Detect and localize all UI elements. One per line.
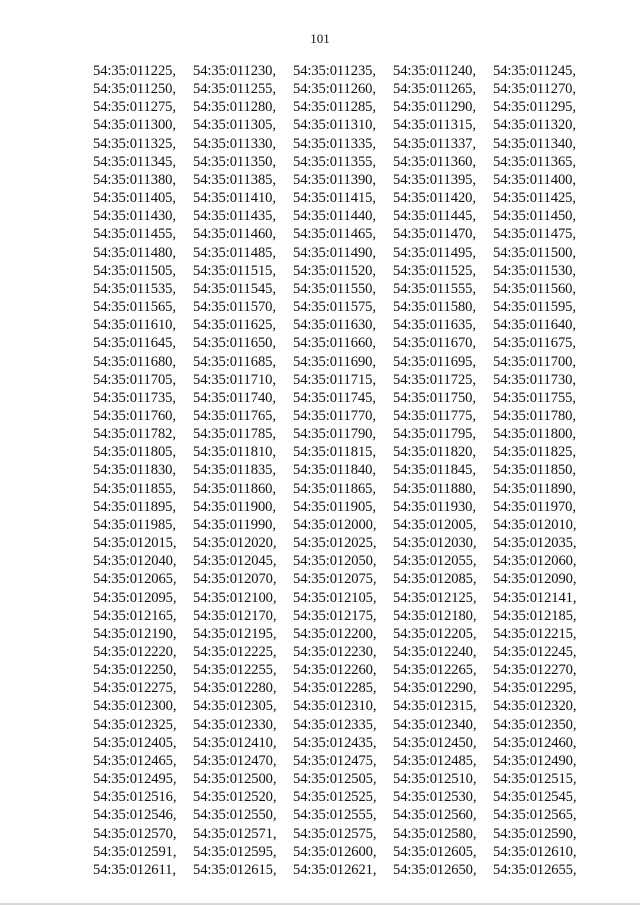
cadastral-number: 54:35:012030, [393,535,477,552]
cadastral-number: 54:35:011900, [193,498,276,515]
cadastral-number: 54:35:011545, [193,280,276,297]
cadastral-number: 54:35:011455, [93,226,176,243]
cadastral-number: 54:35:011430, [93,208,176,225]
cadastral-number: 54:35:012170, [193,607,277,624]
cadastral-number: 54:35:012560, [393,807,477,824]
cadastral-number: 54:35:011470, [393,226,476,243]
cadastral-number: 54:35:012280, [193,680,277,697]
cadastral-number: 54:35:012300, [93,698,177,715]
cadastral-number: 54:35:012655, [493,861,577,878]
cadastral-number: 54:35:012040, [93,553,177,570]
cadastral-number: 54:35:012295, [493,680,577,697]
cadastral-number: 54:35:011420, [393,190,476,207]
cadastral-number: 54:35:011575, [293,299,376,316]
cadastral-number: 54:35:011840, [293,462,376,479]
cadastral-number: 54:35:011550, [293,280,376,297]
cadastral-number: 54:35:012600, [293,843,377,860]
cadastral-number: 54:35:011425, [493,190,576,207]
cadastral-number: 54:35:011560, [493,280,576,297]
cadastral-number: 54:35:011325, [93,135,176,152]
cadastral-number: 54:35:012570, [93,825,177,842]
cadastral-number: 54:35:012195, [193,625,277,642]
cadastral-number: 54:35:011880, [393,480,476,497]
cadastral-number: 54:35:012650, [393,861,477,878]
cadastral-number: 54:35:011265, [393,81,476,98]
cadastral-number: 54:35:012495, [93,771,177,788]
cadastral-number: 54:35:011345, [93,153,176,170]
cadastral-number: 54:35:012605, [393,843,477,860]
cadastral-number: 54:35:012320, [493,698,577,715]
cadastral-number: 54:35:011530, [493,262,576,279]
cadastral-number: 54:35:012215, [493,625,577,642]
cadastral-number: 54:35:011735, [93,389,176,406]
cadastral-number: 54:35:011305, [193,117,276,134]
cadastral-number: 54:35:012460, [493,734,577,751]
cadastral-number: 54:35:011640, [493,317,576,334]
cadastral-number: 54:35:011745, [293,389,376,406]
cadastral-number: 54:35:011230, [193,63,276,79]
cadastral-number: 54:35:012410, [193,734,277,751]
cadastral-number: 54:35:011395, [393,171,476,188]
cadastral-number: 54:35:011260, [293,81,376,98]
cadastral-number: 54:35:012530, [393,789,477,806]
cadastral-number: 54:35:011295, [493,99,576,116]
cadastral-number: 54:35:011855, [93,480,176,497]
cadastral-number: 54:35:011300, [93,117,176,134]
cadastral-number: 54:35:012010, [493,516,577,533]
cadastral-number: 54:35:012185, [493,607,577,624]
cadastral-number: 54:35:011610, [93,317,176,334]
cadastral-number: 54:35:012555, [293,807,377,824]
cadastral-number: 54:35:011782, [93,426,176,443]
cadastral-number: 54:35:011385, [193,171,276,188]
cadastral-number: 54:35:012095, [93,589,177,606]
cadastral-number: 54:35:011290, [393,99,476,116]
cadastral-number: 54:35:012070, [193,571,277,588]
cadastral-number: 54:35:011675, [493,335,576,352]
cadastral-number: 54:35:011890, [493,480,576,497]
cadastral-number: 54:35:011770, [293,407,376,424]
cadastral-number: 54:35:012515, [493,771,577,788]
cadastral-number: 54:35:012055, [393,553,477,570]
cadastral-number: 54:35:011700, [493,353,576,370]
cadastral-number: 54:35:012100, [193,589,277,606]
cadastral-number: 54:35:011820, [393,444,476,461]
cadastral-number: 54:35:012405, [93,734,177,751]
cadastral-number: 54:35:011500, [493,244,576,261]
cadastral-number: 54:35:011825, [493,444,576,461]
cadastral-number: 54:35:012270, [493,662,577,679]
cadastral-number: 54:35:011405, [93,190,176,207]
cadastral-number: 54:35:012005, [393,516,477,533]
cadastral-number: 54:35:011520, [293,262,376,279]
cadastral-number: 54:35:012611, [93,861,176,878]
cadastral-number: 54:35:011905, [293,498,376,515]
cadastral-number: 54:35:012325, [93,716,177,733]
cadastral-number: 54:35:012230, [293,644,377,660]
cadastral-number: 54:35:011400, [493,171,576,188]
cadastral-number: 54:35:011280, [193,99,276,116]
cadastral-number: 54:35:011845, [393,462,476,479]
cadastral-number: 54:35:011730, [493,371,576,388]
cadastral-number: 54:35:012085, [393,571,477,588]
cadastral-number: 54:35:012220, [93,644,177,660]
cadastral-number: 54:35:012255, [193,662,277,679]
cadastral-number: 54:35:011650, [193,335,276,352]
cadastral-number: 54:35:012565, [493,807,577,824]
cadastral-number: 54:35:011865, [293,480,376,497]
cadastral-number: 54:35:012580, [393,825,477,842]
cadastral-number: 54:35:011360, [393,153,476,170]
cadastral-number: 54:35:012240, [393,644,477,660]
cadastral-number: 54:35:011235, [293,63,376,79]
cadastral-number: 54:35:011350, [193,153,276,170]
cadastral-number: 54:35:012550, [193,807,277,824]
cadastral-number: 54:35:011555, [393,280,476,297]
cadastral-number: 54:35:012105, [293,589,377,606]
cadastral-number: 54:35:012435, [293,734,377,751]
cadastral-number: 54:35:012275, [93,680,177,697]
cadastral-number-list [93,62,593,879]
cadastral-number: 54:35:012125, [393,589,477,606]
cadastral-number: 54:35:011765, [193,407,276,424]
cadastral-number: 54:35:011480, [93,244,176,261]
cadastral-number: 54:35:012571, [193,825,277,842]
cadastral-number: 54:35:012465, [93,752,177,769]
cadastral-number: 54:35:012610, [493,843,577,860]
cadastral-number: 54:35:012015, [93,535,177,552]
cadastral-number: 54:35:012475, [293,752,377,769]
cadastral-number: 54:35:011710, [193,371,276,388]
cadastral-number: 54:35:012265, [393,662,477,679]
cadastral-number: 54:35:011800, [493,426,576,443]
cadastral-number: 54:35:011415, [293,190,376,207]
cadastral-number: 54:35:012175, [293,607,377,624]
cadastral-number: 54:35:011245, [493,63,576,79]
cadastral-number: 54:35:011680, [93,353,176,370]
cadastral-number: 54:35:012250, [93,662,177,679]
cadastral-number: 54:35:011760, [93,407,176,424]
cadastral-number: 54:35:011380, [93,171,176,188]
cadastral-number: 54:35:012516, [93,789,177,806]
cadastral-number: 54:35:011460, [193,226,276,243]
cadastral-number: 54:35:011850, [493,462,576,479]
cadastral-number: 54:35:012035, [493,535,577,552]
cadastral-number: 54:35:011390, [293,171,376,188]
cadastral-number: 54:35:012575, [293,825,377,842]
cadastral-number: 54:35:011337, [393,135,476,152]
cadastral-number: 54:35:012020, [193,535,277,552]
cadastral-number: 54:35:011805, [93,444,176,461]
cadastral-number: 54:35:011690, [293,353,376,370]
cadastral-number: 54:35:011225, [93,63,176,79]
cadastral-number: 54:35:011410, [193,190,276,207]
cadastral-number: 54:35:011795, [393,426,476,443]
cadastral-number: 54:35:012525, [293,789,377,806]
cadastral-number: 54:35:011695, [393,353,476,370]
cadastral-number: 54:35:012520, [193,789,277,806]
page-number: 101 [310,31,330,46]
cadastral-number: 54:35:011860, [193,480,276,497]
cadastral-number: 54:35:011830, [93,462,176,479]
cadastral-number: 54:35:012545, [493,789,577,806]
cadastral-number: 54:35:011250, [93,81,176,98]
cadastral-number: 54:35:012075, [293,571,377,588]
cadastral-number: 54:35:011685, [193,353,276,370]
cadastral-number: 54:35:012470, [193,752,277,769]
cadastral-number: 54:35:011985, [93,516,176,533]
cadastral-number: 54:35:011705, [93,371,176,388]
cadastral-number: 54:35:012225, [193,644,277,660]
cadastral-number: 54:35:011930, [393,498,476,515]
cadastral-number: 54:35:011465, [293,226,376,243]
cadastral-number: 54:35:012485, [393,752,477,769]
cadastral-number: 54:35:012190, [93,625,177,642]
cadastral-number: 54:35:012590, [493,825,577,842]
cadastral-number: 54:35:011255, [193,81,276,98]
cadastral-number: 54:35:012510, [393,771,477,788]
cadastral-number: 54:35:012350, [493,716,577,733]
cadastral-number: 54:35:012546, [93,807,177,824]
cadastral-number: 54:35:012450, [393,734,477,751]
cadastral-number: 54:35:011565, [93,299,176,316]
cadastral-number: 54:35:011970, [493,498,576,515]
cadastral-number: 54:35:011435, [193,208,276,225]
cadastral-number: 54:35:012045, [193,553,277,570]
cadastral-number: 54:35:012200, [293,625,377,642]
cadastral-number: 54:35:012305, [193,698,277,715]
cadastral-number: 54:35:011725, [393,371,476,388]
cadastral-number: 54:35:011815, [293,444,376,461]
cadastral-number: 54:35:011740, [193,389,276,406]
cadastral-number: 54:35:011240, [393,63,476,79]
cadastral-number: 54:35:011525, [393,262,476,279]
cadastral-number: 54:35:011330, [193,135,276,152]
cadastral-number: 54:35:011335, [293,135,376,152]
cadastral-number: 54:35:011775, [393,407,476,424]
cadastral-number: 54:35:012050, [293,553,377,570]
cadastral-number: 54:35:011535, [93,280,176,297]
cadastral-number: 54:35:012065, [93,571,177,588]
cadastral-number: 54:35:011990, [193,516,276,533]
cadastral-number: 54:35:012285, [293,680,377,697]
cadastral-number: 54:35:011635, [393,317,476,334]
cadastral-number: 54:35:011630, [293,317,376,334]
cadastral-number: 54:35:011785, [193,426,276,443]
cadastral-number: 54:35:012330, [193,716,277,733]
cadastral-number: 54:35:011790, [293,426,376,443]
cadastral-number: 54:35:011275, [93,99,176,116]
cadastral-number: 54:35:012245, [493,644,577,660]
cadastral-number: 54:35:011780, [493,407,576,424]
cadastral-number: 54:35:011515, [193,262,276,279]
cadastral-number: 54:35:011895, [93,498,176,515]
cadastral-number: 54:35:012315, [393,698,477,715]
cadastral-number: 54:35:012340, [393,716,477,733]
cadastral-number: 54:35:011340, [493,135,576,152]
cadastral-number: 54:35:011660, [293,335,376,352]
cadastral-number: 54:35:011475, [493,226,576,243]
cadastral-number: 54:35:012141, [493,589,577,606]
cadastral-number: 54:35:011625, [193,317,276,334]
cadastral-number: 54:35:012621, [293,861,377,878]
cadastral-number: 54:35:011835, [193,462,276,479]
cadastral-number: 54:35:011270, [493,81,576,98]
cadastral-number: 54:35:011445, [393,208,476,225]
cadastral-number: 54:35:011750, [393,389,476,406]
cadastral-number: 54:35:012615, [193,861,277,878]
cadastral-number: 54:35:012500, [193,771,277,788]
cadastral-number: 54:35:011355, [293,153,376,170]
cadastral-number: 54:35:011285, [293,99,376,116]
cadastral-number: 54:35:011485, [193,244,276,261]
cadastral-number: 54:35:012310, [293,698,377,715]
cadastral-number: 54:35:011365, [493,153,576,170]
cadastral-number: 54:35:011670, [393,335,476,352]
cadastral-number: 54:35:012025, [293,535,377,552]
cadastral-number: 54:35:011715, [293,371,376,388]
cadastral-number: 54:35:011755, [493,389,576,406]
cadastral-number: 54:35:012260, [293,662,377,679]
cadastral-number: 54:35:012490, [493,752,577,769]
cadastral-number: 54:35:011320, [493,117,576,134]
cadastral-number: 54:35:012595, [193,843,277,860]
cadastral-number: 54:35:012505, [293,771,377,788]
cadastral-number: 54:35:011645, [93,335,176,352]
cadastral-number: 54:35:011505, [93,262,176,279]
cadastral-number: 54:35:011570, [193,299,276,316]
cadastral-number: 54:35:012290, [393,680,477,697]
cadastral-number: 54:35:011810, [193,444,276,461]
cadastral-number: 54:35:011490, [293,244,376,261]
cadastral-number: 54:35:011310, [293,117,376,134]
cadastral-number: 54:35:012060, [493,553,577,570]
cadastral-number: 54:35:012000, [293,516,377,533]
cadastral-number: 54:35:012205, [393,625,477,642]
cadastral-number: 54:35:011495, [393,244,476,261]
cadastral-number: 54:35:012180, [393,607,477,624]
cadastral-number: 54:35:011315, [393,117,476,134]
cadastral-number: 54:35:011595, [493,299,576,316]
cadastral-number: 54:35:011580, [393,299,476,316]
cadastral-number: 54:35:012591, [93,843,177,860]
cadastral-number: 54:35:011440, [293,208,376,225]
cadastral-number: 54:35:012090, [493,571,577,588]
cadastral-number: 54:35:012165, [93,607,177,624]
cadastral-number: 54:35:011450, [493,208,576,225]
cadastral-number: 54:35:012335, [293,716,377,733]
